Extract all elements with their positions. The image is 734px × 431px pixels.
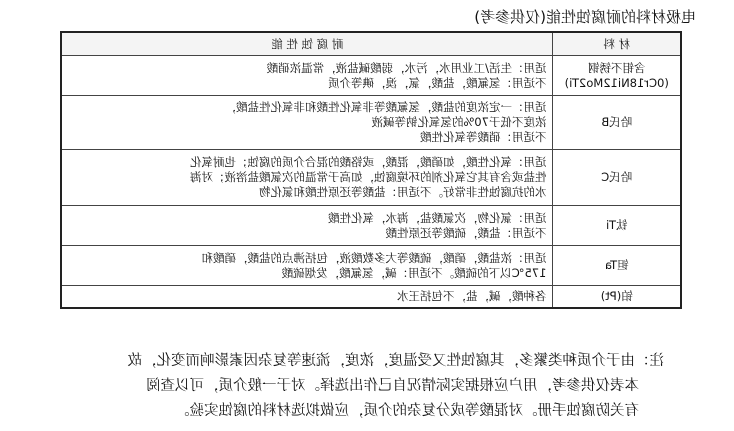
material-name: 哈氏C (601, 170, 633, 184)
table-row (61, 56, 681, 96)
table-header-row (61, 32, 681, 56)
footnote-line: 有关防腐蚀手册。对混酸等成分复杂的介质，应做拟选材料的腐蚀实验。 (175, 403, 639, 419)
property-cell (61, 246, 553, 286)
material-cell (553, 150, 681, 206)
property-line: 性盐或含有其它氧化剂的环境腐蚀，如高于常温的次氯酸盐溶液；对海 (190, 170, 547, 184)
material-name: 含钼不锈钢 (588, 60, 646, 75)
material-name: 钛Ti (606, 218, 628, 232)
property-line: 不适用：盐酸，硫酸等还原性酸 (385, 225, 547, 240)
header-property: 耐 腐 蚀 性 能 (61, 32, 553, 56)
property-line: 适用：一定浓度的盐酸，氢氟酸等非氧化性酸和非氧化性盐酸， (224, 100, 547, 114)
property-cell (61, 150, 553, 206)
material-name: 铂(Pt) (600, 288, 633, 303)
material-cell (553, 206, 681, 246)
property-line: 水的抗腐蚀性非常好。不适用：盐酸等还原性酸和氯化物 (259, 185, 547, 199)
table-row (61, 206, 681, 246)
property-line: 各种酸，碱，盐，不包括王水 (397, 288, 547, 303)
property-line: 适用：浓盐酸，硝酸，硫酸等大多数酸液，包括沸点的盐酸，硝酸和 (201, 250, 547, 265)
footnote-line: 注：由于介质种类繁多，其腐蚀性又受温度，浓度，流速等复杂因素影响而变化，故 (127, 353, 664, 369)
footnote (0, 349, 734, 427)
material-name: 哈氏B (601, 115, 633, 129)
property-cell (61, 206, 553, 246)
material-cell (553, 96, 681, 150)
footnote-line: 本表仅供参考，用户应根据实际情况自己作出选择。对于一般介质，可以查阅 (146, 378, 639, 394)
table-row (61, 150, 681, 206)
material-name: 钽Ta (604, 258, 629, 272)
table-caption (0, 6, 734, 28)
material-cell (553, 56, 681, 96)
corrosion-table-wrapper (62, 31, 682, 309)
property-line: 不适用：氢氟酸，盐酸，氯，溴，碘等介质 (328, 75, 547, 90)
table-row (61, 96, 681, 150)
property-cell (61, 286, 553, 308)
property-cell (61, 56, 553, 96)
caption-text: 电极材料的耐腐蚀性能(仅供参考) (474, 8, 696, 26)
table-row (61, 246, 681, 286)
property-cell (61, 96, 553, 150)
material-cell (553, 246, 681, 286)
property-line: 适用：氧化性酸，如硝酸，混酸，或铬酸的混合介质的腐蚀；也耐氧化 (190, 155, 547, 169)
property-line: 适用：氯化物，次氯酸盐，海水，氧化性酸 (328, 210, 547, 225)
property-line: 175℃以下的硫酸。不适用：碱，氢氟酸，发烟硫酸 (281, 265, 547, 280)
corrosion-resistance-table (60, 31, 682, 309)
material-cell (553, 286, 681, 308)
header-material: 材 料 (553, 32, 681, 56)
material-grade: (0Cr18Ni12Mo2Ti) (564, 75, 669, 90)
property-line: 浓度不低于70%的氢氧化钠等碱液 (371, 115, 547, 129)
table-row (61, 286, 681, 308)
property-line: 不适用：硝酸等氧化性酸 (420, 130, 547, 144)
property-line: 适用：生活/工业用水，污水，弱酸碱盐液，常温浓硝酸 (266, 60, 547, 75)
